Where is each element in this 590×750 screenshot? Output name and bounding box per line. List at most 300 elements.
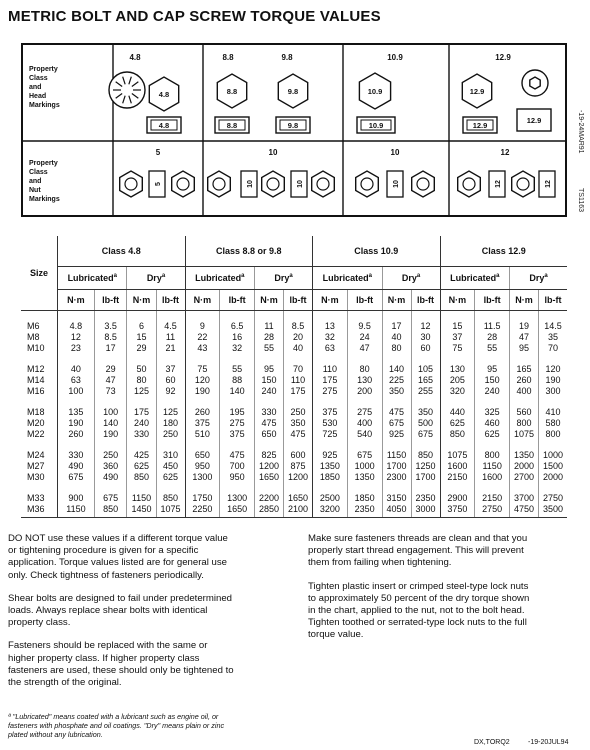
torque-value: 675 xyxy=(94,493,127,504)
torque-value: 175 xyxy=(127,407,156,418)
torque-value: 675 xyxy=(58,472,95,483)
footnote-marker: a xyxy=(544,273,548,279)
footnote-marker: a xyxy=(416,273,421,279)
torque-value: 12 xyxy=(411,321,440,332)
torque-value: 165 xyxy=(510,364,539,375)
torque-value: 850 xyxy=(127,472,156,483)
torque-value: 2300 xyxy=(382,472,411,483)
torque-value: 375 xyxy=(185,418,220,429)
nut-hole xyxy=(361,178,373,190)
torque-value: 11.5 xyxy=(475,321,510,332)
torque-value: 1350 xyxy=(510,450,539,461)
note-paragraph xyxy=(8,533,304,582)
table-row xyxy=(21,386,567,397)
torque-value: 300 xyxy=(539,386,567,397)
lubricated-header xyxy=(313,267,382,290)
torque-value: 17 xyxy=(94,343,127,354)
torque-value: 3500 xyxy=(539,504,567,515)
torque-value: 1250 xyxy=(411,461,440,472)
torque-value: 1150 xyxy=(58,504,95,515)
torque-value: 1000 xyxy=(347,461,382,472)
torque-value: 475 xyxy=(255,418,284,429)
torque-value: 1075 xyxy=(156,504,185,515)
torque-value: 1650 xyxy=(255,472,284,483)
torque-value: 195 xyxy=(220,407,255,418)
note-line: them from failing when tightening. xyxy=(308,557,452,569)
torque-value: 925 xyxy=(382,429,411,440)
side-label-bottom: TS1163 xyxy=(577,188,584,212)
torque-value: 350 xyxy=(382,386,411,397)
torque-value: 2250 xyxy=(185,504,220,515)
footnote-marker: a xyxy=(113,273,117,279)
unit-header: lb-ft xyxy=(156,290,185,311)
head-mark: 12.9 xyxy=(469,87,485,96)
torque-value: 225 xyxy=(382,375,411,386)
torque-value: 120 xyxy=(539,364,567,375)
torque-value: 110 xyxy=(284,375,313,386)
torque-value: 12 xyxy=(58,332,95,343)
footnote-marker: a xyxy=(241,273,245,279)
head-mark: 8.8 xyxy=(226,87,238,96)
torque-value: 1150 xyxy=(127,493,156,504)
torque-value: 125 xyxy=(156,407,185,418)
note-line: to approximately 50 percent of the dry torque shown xyxy=(308,592,530,604)
torque-value: 95 xyxy=(475,364,510,375)
torque-value: 140 xyxy=(220,386,255,397)
torque-value: 70 xyxy=(539,343,567,354)
torque-value: 475 xyxy=(284,429,313,440)
group-spacer xyxy=(21,311,567,322)
head-class-label: 12.9 xyxy=(495,53,511,62)
torque-value: 1650 xyxy=(284,493,313,504)
torque-value: 3200 xyxy=(313,504,348,515)
torque-value: 2350 xyxy=(347,504,382,515)
footnote xyxy=(8,712,298,739)
torque-value: 240 xyxy=(255,386,284,397)
note-line: the strength of the original. xyxy=(8,677,122,689)
markings-drawing xyxy=(23,45,565,215)
note-paragraph xyxy=(8,593,304,630)
condition-label: Dry xyxy=(146,273,162,283)
torque-value: 240 xyxy=(127,418,156,429)
torque-value: 40 xyxy=(382,332,411,343)
condition-label: Dry xyxy=(274,273,290,283)
torque-value: 43 xyxy=(185,343,220,354)
note-line: properly start thread engagement. This will prevent xyxy=(308,545,524,557)
footnote-marker: a xyxy=(161,273,166,279)
nut-class-label: 5 xyxy=(155,148,161,157)
table-row xyxy=(21,375,567,386)
torque-value: 330 xyxy=(127,429,156,440)
unit-header: lb-ft xyxy=(220,290,255,311)
torque-value: 4050 xyxy=(382,504,411,515)
torque-value: 800 xyxy=(510,418,539,429)
unit-header: lb-ft xyxy=(411,290,440,311)
nut-hole xyxy=(517,178,529,190)
torque-value: 240 xyxy=(475,386,510,397)
bolt-size: M30 xyxy=(27,472,45,482)
torque-value: 1300 xyxy=(185,472,220,483)
torque-value: 250 xyxy=(284,407,313,418)
head-mark: 12.9 xyxy=(526,116,542,125)
torque-value: 4.5 xyxy=(156,321,185,332)
footnote-line: ª "Lubricated" means coated with a lubricant such as engine oil, or xyxy=(8,712,219,721)
nut-class-label: 10 xyxy=(390,148,400,157)
torque-value: 2750 xyxy=(475,504,510,515)
torque-value: 190 xyxy=(539,375,567,386)
torque-value: 175 xyxy=(313,375,348,386)
torque-value: 510 xyxy=(185,429,220,440)
torque-value: 15 xyxy=(440,321,475,332)
unit-header: N·m xyxy=(382,290,411,311)
table-row xyxy=(21,450,567,461)
torque-value: 425 xyxy=(127,450,156,461)
torque-value: 1350 xyxy=(347,472,382,483)
torque-value: 675 xyxy=(382,418,411,429)
torque-value: 625 xyxy=(475,429,510,440)
table-row xyxy=(21,407,567,418)
doc-date: -19-20JUL94 xyxy=(528,739,569,746)
torque-value: 950 xyxy=(185,461,220,472)
torque-value: 255 xyxy=(411,386,440,397)
torque-value: 625 xyxy=(440,418,475,429)
torque-value: 440 xyxy=(440,407,475,418)
torque-value: 650 xyxy=(255,429,284,440)
dry-header xyxy=(382,267,440,290)
nut-mark: 12 xyxy=(545,180,552,188)
nut-class-label: 12 xyxy=(500,148,510,157)
note-line: fasteners are used, these should only be tightened to xyxy=(8,664,234,676)
bolt-size: M36 xyxy=(27,504,45,514)
note-line: application. Torque values listed are for general use xyxy=(8,557,228,569)
torque-value: 250 xyxy=(94,450,127,461)
note-line: Shear bolts are designed to fail under predetermined xyxy=(8,592,232,604)
torque-value: 2750 xyxy=(539,493,567,504)
torque-value: 2150 xyxy=(475,493,510,504)
torque-value: 16 xyxy=(220,332,255,343)
dry-header xyxy=(510,267,567,290)
lubricated-header xyxy=(58,267,127,290)
unit-header: N·m xyxy=(58,290,95,311)
torque-value: 47 xyxy=(510,332,539,343)
torque-value: 410 xyxy=(539,407,567,418)
condition-label: Lubricated xyxy=(322,273,369,283)
unit-header: lb-ft xyxy=(94,290,127,311)
note-line: torque value. xyxy=(308,629,364,641)
table-row xyxy=(21,418,567,429)
head-mark: 10.9 xyxy=(367,87,383,96)
torque-value: 73 xyxy=(94,386,127,397)
torque-value: 4.8 xyxy=(58,321,95,332)
torque-value: 2200 xyxy=(255,493,284,504)
torque-value: 95 xyxy=(255,364,284,375)
torque-value: 88 xyxy=(220,375,255,386)
page-title: METRIC BOLT AND CAP SCREW TORQUE VALUES xyxy=(8,8,381,25)
torque-value: 150 xyxy=(475,375,510,386)
torque-value: 37 xyxy=(156,364,185,375)
torque-value: 3750 xyxy=(440,504,475,515)
torque-value: 23 xyxy=(58,343,95,354)
torque-value: 1700 xyxy=(411,472,440,483)
torque-value: 850 xyxy=(440,429,475,440)
unit-header: lb-ft xyxy=(539,290,567,311)
note-line: higher property class. If higher property class xyxy=(8,652,200,664)
torque-value: 560 xyxy=(510,407,539,418)
head-marking-label: Property xyxy=(29,66,58,73)
torque-value: 275 xyxy=(220,418,255,429)
torque-value: 580 xyxy=(539,418,567,429)
bolt-size: M33 xyxy=(27,493,45,503)
bolt-side-mark: 4.8 xyxy=(158,121,170,130)
torque-value: 92 xyxy=(156,386,185,397)
group-spacer xyxy=(21,397,567,407)
torque-value: 350 xyxy=(284,418,313,429)
torque-value: 3000 xyxy=(411,504,440,515)
class-header: Class 10.9 xyxy=(313,236,441,267)
torque-value: 29 xyxy=(127,343,156,354)
torque-value: 450 xyxy=(156,461,185,472)
table-row xyxy=(21,461,567,472)
torque-value: 32 xyxy=(313,332,348,343)
torque-value: 275 xyxy=(347,407,382,418)
nut-hole xyxy=(125,178,137,190)
bolt-size: M12 xyxy=(27,364,45,374)
torque-value: 275 xyxy=(313,386,348,397)
torque-value: 2700 xyxy=(510,472,539,483)
note-line: in the chart, applied to the nut, not to the bolt head. xyxy=(308,605,525,617)
torque-value: 2150 xyxy=(440,472,475,483)
torque-value: 800 xyxy=(539,429,567,440)
note-line: Make sure fasteners threads are clean and that you xyxy=(308,533,528,544)
note-paragraph xyxy=(308,581,588,642)
nut-hole xyxy=(317,178,329,190)
torque-value: 55 xyxy=(220,364,255,375)
torque-value: 460 xyxy=(475,418,510,429)
torque-value: 490 xyxy=(58,461,95,472)
torque-value: 9.5 xyxy=(347,321,382,332)
torque-value: 1850 xyxy=(347,493,382,504)
torque-value: 1200 xyxy=(284,472,313,483)
nut-hole xyxy=(417,178,429,190)
torque-value: 675 xyxy=(411,429,440,440)
table-row xyxy=(21,321,567,332)
torque-value: 3150 xyxy=(382,493,411,504)
torque-value: 950 xyxy=(220,472,255,483)
torque-value: 375 xyxy=(220,429,255,440)
lubricated-header xyxy=(440,267,509,290)
torque-value: 55 xyxy=(475,343,510,354)
torque-value: 850 xyxy=(411,450,440,461)
torque-value: 375 xyxy=(313,407,348,418)
torque-value: 47 xyxy=(94,375,127,386)
torque-value: 3700 xyxy=(510,493,539,504)
hex-socket xyxy=(530,77,540,89)
head-mark: 4.8 xyxy=(158,90,170,99)
torque-value: 8.5 xyxy=(284,321,313,332)
head-class-label: 9.8 xyxy=(281,53,293,62)
torque-value: 260 xyxy=(185,407,220,418)
torque-value: 60 xyxy=(156,375,185,386)
torque-value: 190 xyxy=(94,429,127,440)
torque-value: 125 xyxy=(127,386,156,397)
torque-value: 1650 xyxy=(220,504,255,515)
torque-value: 1600 xyxy=(475,472,510,483)
torque-value: 850 xyxy=(94,504,127,515)
nut-marking-label: Class xyxy=(29,169,48,176)
condition-label: Lubricated xyxy=(195,273,242,283)
torque-value: 205 xyxy=(440,375,475,386)
class-header: Class 4.8 xyxy=(58,236,186,267)
nut-mark: 5 xyxy=(155,182,162,186)
torque-value: 500 xyxy=(411,418,440,429)
group-spacer xyxy=(21,440,567,450)
torque-value: 40 xyxy=(58,364,95,375)
side-label-top: -19-24MAR91 xyxy=(577,110,584,154)
torque-value: 1600 xyxy=(440,461,475,472)
head-mark: 9.8 xyxy=(287,87,299,96)
torque-value: 75 xyxy=(440,343,475,354)
torque-value: 675 xyxy=(347,450,382,461)
torque-value: 850 xyxy=(156,493,185,504)
torque-value: 21 xyxy=(156,343,185,354)
unit-header: N·m xyxy=(313,290,348,311)
torque-value: 9 xyxy=(185,321,220,332)
torque-value: 70 xyxy=(284,364,313,375)
unit-header: N·m xyxy=(185,290,220,311)
nut-hole xyxy=(177,178,189,190)
bolt-size: M6 xyxy=(27,321,40,331)
torque-value: 175 xyxy=(284,386,313,397)
note-line: Tighten toothed or serrated-type lock nuts to the full xyxy=(308,617,527,629)
group-spacer xyxy=(21,354,567,364)
torque-value: 1700 xyxy=(382,461,411,472)
torque-value: 35 xyxy=(539,332,567,343)
torque-value: 40 xyxy=(284,343,313,354)
torque-value: 80 xyxy=(347,364,382,375)
torque-value: 325 xyxy=(475,407,510,418)
dry-header xyxy=(255,267,313,290)
torque-value: 1450 xyxy=(127,504,156,515)
dry-header xyxy=(127,267,185,290)
bolt-side-mark: 9.8 xyxy=(287,121,299,130)
torque-value: 800 xyxy=(475,450,510,461)
torque-value: 4750 xyxy=(510,504,539,515)
torque-value: 1500 xyxy=(539,461,567,472)
table-row xyxy=(21,343,567,354)
torque-value: 20 xyxy=(284,332,313,343)
nut-marking-label: Nut xyxy=(29,187,41,194)
torque-value: 8.5 xyxy=(94,332,127,343)
unit-header: N·m xyxy=(440,290,475,311)
torque-value: 3.5 xyxy=(94,321,127,332)
torque-value: 165 xyxy=(411,375,440,386)
bolt-side-mark: 10.9 xyxy=(368,121,384,130)
torque-value: 320 xyxy=(440,386,475,397)
torque-value: 1750 xyxy=(185,493,220,504)
nut-marking-label: and xyxy=(29,178,42,185)
doc-code: DX,TORQ2 xyxy=(474,739,510,746)
class-header: Class 12.9 xyxy=(440,236,567,267)
condition-label: Dry xyxy=(529,273,545,283)
torque-value: 130 xyxy=(440,364,475,375)
torque-table-body xyxy=(21,311,567,518)
note-line: DO NOT use these values if a different torque value xyxy=(8,533,228,544)
torque-value: 200 xyxy=(347,386,382,397)
class-header: Class 8.8 or 9.8 xyxy=(185,236,313,267)
torque-value: 1150 xyxy=(475,461,510,472)
torque-value: 250 xyxy=(156,429,185,440)
torque-value: 105 xyxy=(411,364,440,375)
torque-value: 625 xyxy=(127,461,156,472)
bolt-side-mark: 12.9 xyxy=(472,121,488,130)
bolt-size: M8 xyxy=(27,332,40,342)
bolt-size: M24 xyxy=(27,450,45,460)
table-row xyxy=(21,472,567,483)
head-class-label: 4.8 xyxy=(129,53,141,62)
torque-value: 37 xyxy=(440,332,475,343)
nut-mark: 10 xyxy=(393,180,400,188)
torque-value: 1850 xyxy=(313,472,348,483)
torque-value: 1000 xyxy=(539,450,567,461)
torque-value: 540 xyxy=(347,429,382,440)
left-notes xyxy=(8,533,304,700)
torque-value: 260 xyxy=(58,429,95,440)
torque-value: 625 xyxy=(156,472,185,483)
unit-header: N·m xyxy=(255,290,284,311)
table-row xyxy=(21,493,567,504)
torque-value: 310 xyxy=(156,450,185,461)
torque-value: 2000 xyxy=(510,461,539,472)
torque-value: 875 xyxy=(284,461,313,472)
size-header: Size xyxy=(21,236,58,311)
torque-value: 24 xyxy=(347,332,382,343)
property-class-markings xyxy=(21,43,567,217)
bolt-size: M10 xyxy=(27,343,45,353)
torque-value: 190 xyxy=(185,386,220,397)
torque-value: 29 xyxy=(94,364,127,375)
bolt-side-mark: 8.8 xyxy=(226,121,238,130)
unit-header: lb-ft xyxy=(284,290,313,311)
torque-value: 1200 xyxy=(255,461,284,472)
torque-value: 1075 xyxy=(440,450,475,461)
bolt-size: M22 xyxy=(27,429,45,439)
torque-value: 6 xyxy=(127,321,156,332)
torque-value: 400 xyxy=(510,386,539,397)
torque-value: 80 xyxy=(127,375,156,386)
torque-value: 925 xyxy=(313,450,348,461)
torque-value: 47 xyxy=(347,343,382,354)
head-marking-label: and xyxy=(29,84,42,91)
torque-value: 330 xyxy=(58,450,95,461)
nut-hole xyxy=(267,178,279,190)
torque-value: 1150 xyxy=(382,450,411,461)
footnote-marker: a xyxy=(496,273,500,279)
torque-value: 63 xyxy=(58,375,95,386)
footnote-marker: a xyxy=(368,273,372,279)
torque-value: 2500 xyxy=(313,493,348,504)
torque-value: 2100 xyxy=(284,504,313,515)
torque-value: 400 xyxy=(347,418,382,429)
note-line: only. Check tightness of fasteners periodically. xyxy=(8,569,204,581)
unit-header: lb-ft xyxy=(475,290,510,311)
group-spacer xyxy=(21,483,567,493)
torque-value: 6.5 xyxy=(220,321,255,332)
note-line: Fasteners should be replaced with the same or xyxy=(8,640,208,652)
torque-value: 2850 xyxy=(255,504,284,515)
nut-marking-label: Markings xyxy=(29,196,60,203)
torque-value: 50 xyxy=(127,364,156,375)
lubricated-header xyxy=(185,267,254,290)
